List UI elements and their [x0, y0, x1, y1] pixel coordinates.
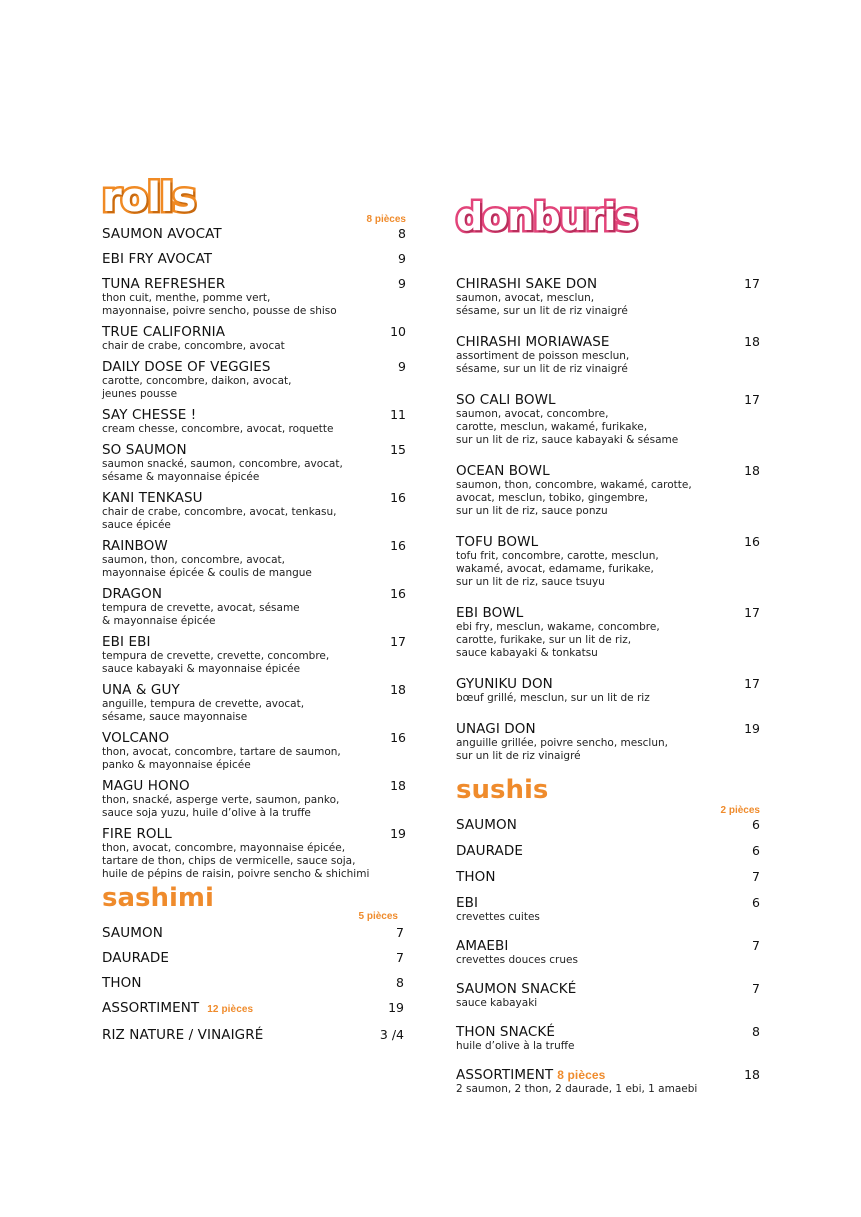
menu-item [456, 843, 760, 859]
item-name [456, 843, 760, 859]
menu-item [102, 778, 406, 820]
item-description: tempura de crevette, crevette, concombre, sauce kabayaki & mayonnaise épicée [102, 650, 330, 675]
item-name: OCEAN BOWL [456, 463, 550, 479]
item-name: TUNA REFRESHER [102, 276, 226, 292]
sashimi-list [102, 925, 406, 1043]
item-name [456, 895, 760, 911]
item-name: CHIRASHI SAKE DON [456, 276, 598, 292]
item-price: 16 [390, 586, 406, 601]
menu-item [102, 538, 406, 580]
item-name [456, 938, 760, 954]
item-pieces-note: 8 pièces [557, 1068, 606, 1082]
menu-item [102, 682, 406, 724]
item-name [102, 975, 406, 991]
menu-item [102, 634, 406, 676]
item-price: 7 [396, 925, 404, 940]
item-name-text: DAURADE [102, 950, 169, 966]
item-price: 19 [388, 1000, 404, 1015]
menu-item [456, 981, 760, 1010]
item-name: GYUNIKU DON [456, 676, 553, 692]
item-name-text: DAURADE [456, 843, 523, 859]
item-price: 6 [752, 817, 760, 832]
sushis-pieces-note: 2 pièces [720, 805, 760, 816]
item-name-text: ASSORTIMENT [456, 1067, 554, 1083]
menu-item [456, 463, 760, 518]
menu-item [102, 925, 406, 941]
rolls-pieces-note: 8 pièces [366, 214, 406, 225]
menu-item [456, 605, 760, 660]
item-description: huile d’olive à la truffe [456, 1040, 575, 1052]
item-price: 18 [390, 682, 406, 697]
menu-item [102, 442, 406, 484]
item-description: anguille, tempura de crevette, avocat, sésame, sauce mayonnaise [102, 698, 305, 723]
item-description: carotte, concombre, daikon, avocat, jeunes pousse [102, 375, 292, 400]
item-description: crevettes cuites [456, 911, 540, 923]
menu-item [456, 334, 760, 376]
item-name: TRUE CALIFORNIA [102, 324, 226, 340]
item-name: UNAGI DON [456, 721, 536, 737]
item-name [456, 981, 760, 997]
item-price: 18 [744, 334, 760, 349]
item-description: chair de crabe, concombre, avocat [102, 340, 285, 352]
item-price: 7 [396, 950, 404, 965]
menu-item [102, 276, 406, 318]
item-price: 16 [390, 730, 406, 745]
rolls-logo-text: rolls [102, 175, 196, 221]
right-column [456, 195, 760, 1096]
menu-item [102, 950, 406, 966]
item-description: crevettes douces crues [456, 954, 578, 966]
item-name: MAGU HONO [102, 778, 190, 794]
item-description: ebi fry, mesclun, wakame, concombre, carotte, furikake, sur un lit de riz, sauce kabayaki & tonkatsu [456, 621, 660, 659]
item-name: VOLCANO [102, 730, 170, 746]
item-description: chair de crabe, concombre, avocat, tenkasu, sauce épicée [102, 506, 337, 531]
left-column [102, 175, 406, 1043]
item-name [456, 1024, 760, 1040]
sashimi-pieces-note: 5 pièces [358, 911, 398, 922]
item-description: assortiment de poisson mesclun, sésame, sur un lit de riz vinaigré [456, 350, 630, 375]
item-name: SO CALI BOWL [456, 392, 556, 408]
item-name-text: SAUMON [102, 925, 163, 941]
menu-item [102, 586, 406, 628]
item-description: 2 saumon, 2 thon, 2 daurade, 1 ebi, 1 amaebi [456, 1083, 698, 1095]
item-name [456, 817, 760, 833]
item-name-text: AMAEBI [456, 938, 509, 954]
item-name: SO SAUMON [102, 442, 187, 458]
item-name: EBI BOWL [456, 605, 524, 621]
item-description: sauce kabayaki [456, 997, 538, 1009]
menu-item [456, 938, 760, 967]
item-name-text: THON [456, 869, 496, 885]
menu-item [102, 226, 406, 242]
item-price: 10 [390, 324, 406, 339]
sushis-list [456, 817, 760, 1096]
item-name: SAUMON AVOCAT [102, 226, 222, 242]
item-name: RAINBOW [102, 538, 168, 554]
menu-item [102, 730, 406, 772]
item-pieces-note: 12 pièces [207, 1004, 254, 1015]
item-price: 16 [390, 490, 406, 505]
item-price: 17 [744, 676, 760, 691]
donburis-logo [456, 195, 760, 248]
item-price: 7 [752, 981, 760, 996]
item-price: 18 [744, 1067, 760, 1082]
item-price: 9 [398, 276, 406, 291]
item-price: 18 [390, 778, 406, 793]
item-description: saumon, thon, concombre, avocat, mayonnaise épicée & coulis de mangue [102, 554, 312, 579]
item-description: cream chesse, concombre, avocat, roquette [102, 423, 334, 435]
donburis-list [456, 276, 760, 763]
item-name: EBI FRY AVOCAT [102, 251, 213, 267]
item-price: 7 [752, 869, 760, 884]
item-description: thon, snacké, asperge verte, saumon, panko, sauce soja yuzu, huile d’olive à la truffe [102, 794, 340, 819]
item-price: 3 /4 [379, 1027, 404, 1042]
item-description: bœuf grillé, mesclun, sur un lit de riz [456, 692, 650, 704]
item-name-text: SAUMON [456, 817, 517, 833]
menu-item [102, 251, 406, 267]
item-price: 11 [390, 407, 406, 422]
menu-item [456, 817, 760, 833]
item-name-text: ASSORTIMENT [102, 1000, 200, 1016]
item-description: saumon, avocat, concombre, carotte, mesclun, wakamé, furikake, sur un lit de riz, sauce kabayaki & sésame [456, 408, 679, 446]
item-price: 18 [744, 463, 760, 478]
item-name-text: THON SNACKÉ [456, 1024, 555, 1040]
item-name: DAILY DOSE OF VEGGIES [102, 359, 271, 375]
item-description: saumon, avocat, mesclun, sésame, sur un lit de riz vinaigré [456, 292, 628, 317]
menu-item [102, 1027, 406, 1043]
menu-item [456, 721, 760, 763]
item-name: UNA & GUY [102, 682, 180, 698]
item-price: 16 [390, 538, 406, 553]
item-name: EBI EBI [102, 634, 151, 650]
item-name: FIRE ROLL [102, 826, 172, 842]
menu-item [456, 276, 760, 318]
menu-item [456, 895, 760, 924]
item-price: 8 [396, 975, 404, 990]
menu-item [102, 1000, 406, 1018]
item-description: thon, avocat, concombre, tartare de saumon, panko & mayonnaise épicée [102, 746, 341, 771]
item-name [456, 1067, 760, 1083]
item-name: TOFU BOWL [456, 534, 539, 550]
item-price: 9 [398, 251, 406, 266]
item-price: 8 [398, 226, 406, 241]
item-price: 15 [390, 442, 406, 457]
item-name [102, 1027, 406, 1043]
menu-item [102, 359, 406, 401]
menu-item [456, 392, 760, 447]
item-name: KANI TENKASU [102, 490, 203, 506]
item-price: 19 [390, 826, 406, 841]
menu-item [456, 1024, 760, 1053]
rolls-list [102, 226, 406, 881]
item-price: 9 [398, 359, 406, 374]
item-description: anguille grillée, poivre sencho, mesclun, sur un lit de riz vinaigré [456, 737, 668, 762]
item-name [456, 869, 760, 885]
item-description: tempura de crevette, avocat, sésame & mayonnaise épicée [102, 602, 300, 627]
menu-item [102, 975, 406, 991]
menu-item [102, 490, 406, 532]
item-price: 16 [744, 534, 760, 549]
item-name: SAY CHESSE ! [102, 407, 197, 423]
item-description: thon cuit, menthe, pomme vert, mayonnaise, poivre sencho, pousse de shiso [102, 292, 337, 317]
item-description: thon, avocat, concombre, mayonnaise épicée, tartare de thon, chips de vermicelle, sauce soja, huile de pépins de raisin, poivre sencho & shichimi [102, 842, 370, 880]
item-price: 17 [744, 392, 760, 407]
item-price: 6 [752, 843, 760, 858]
menu-item [102, 826, 406, 881]
item-price: 6 [752, 895, 760, 910]
item-price: 19 [744, 721, 760, 736]
sushis-title: sushis [456, 775, 549, 805]
menu-item [102, 324, 406, 353]
menu-item [456, 869, 760, 885]
donburis-logo-text: donburis [456, 195, 637, 239]
item-name-text: THON [102, 975, 142, 991]
item-name-text: SAUMON SNACKÉ [456, 981, 577, 997]
item-price: 7 [752, 938, 760, 953]
item-description: saumon, thon, concombre, wakamé, carotte, avocat, mesclun, tobiko, gingembre, sur un lit de riz, sauce ponzu [456, 479, 692, 517]
sashimi-title: sashimi [102, 883, 214, 913]
item-name: CHIRASHI MORIAWASE [456, 334, 610, 350]
item-name-text: EBI [456, 895, 479, 911]
item-price: 17 [744, 276, 760, 291]
item-description: tofu frit, concombre, carotte, mesclun, wakamé, avocat, edamame, furikake, sur un lit de riz, sauce tsuyu [456, 550, 659, 588]
item-description: saumon snacké, saumon, concombre, avocat, sésame & mayonnaise épicée [102, 458, 343, 483]
item-price: 17 [744, 605, 760, 620]
item-name: DRAGON [102, 586, 163, 602]
item-name [102, 950, 406, 966]
item-name-text: RIZ NATURE / VINAIGRÉ [102, 1027, 264, 1043]
menu-item [456, 534, 760, 589]
menu-item [456, 1067, 760, 1096]
item-price: 17 [390, 634, 406, 649]
menu-item [102, 407, 406, 436]
item-name [102, 925, 406, 941]
menu-item [456, 676, 760, 705]
item-name [102, 1000, 406, 1018]
item-price: 8 [752, 1024, 760, 1039]
